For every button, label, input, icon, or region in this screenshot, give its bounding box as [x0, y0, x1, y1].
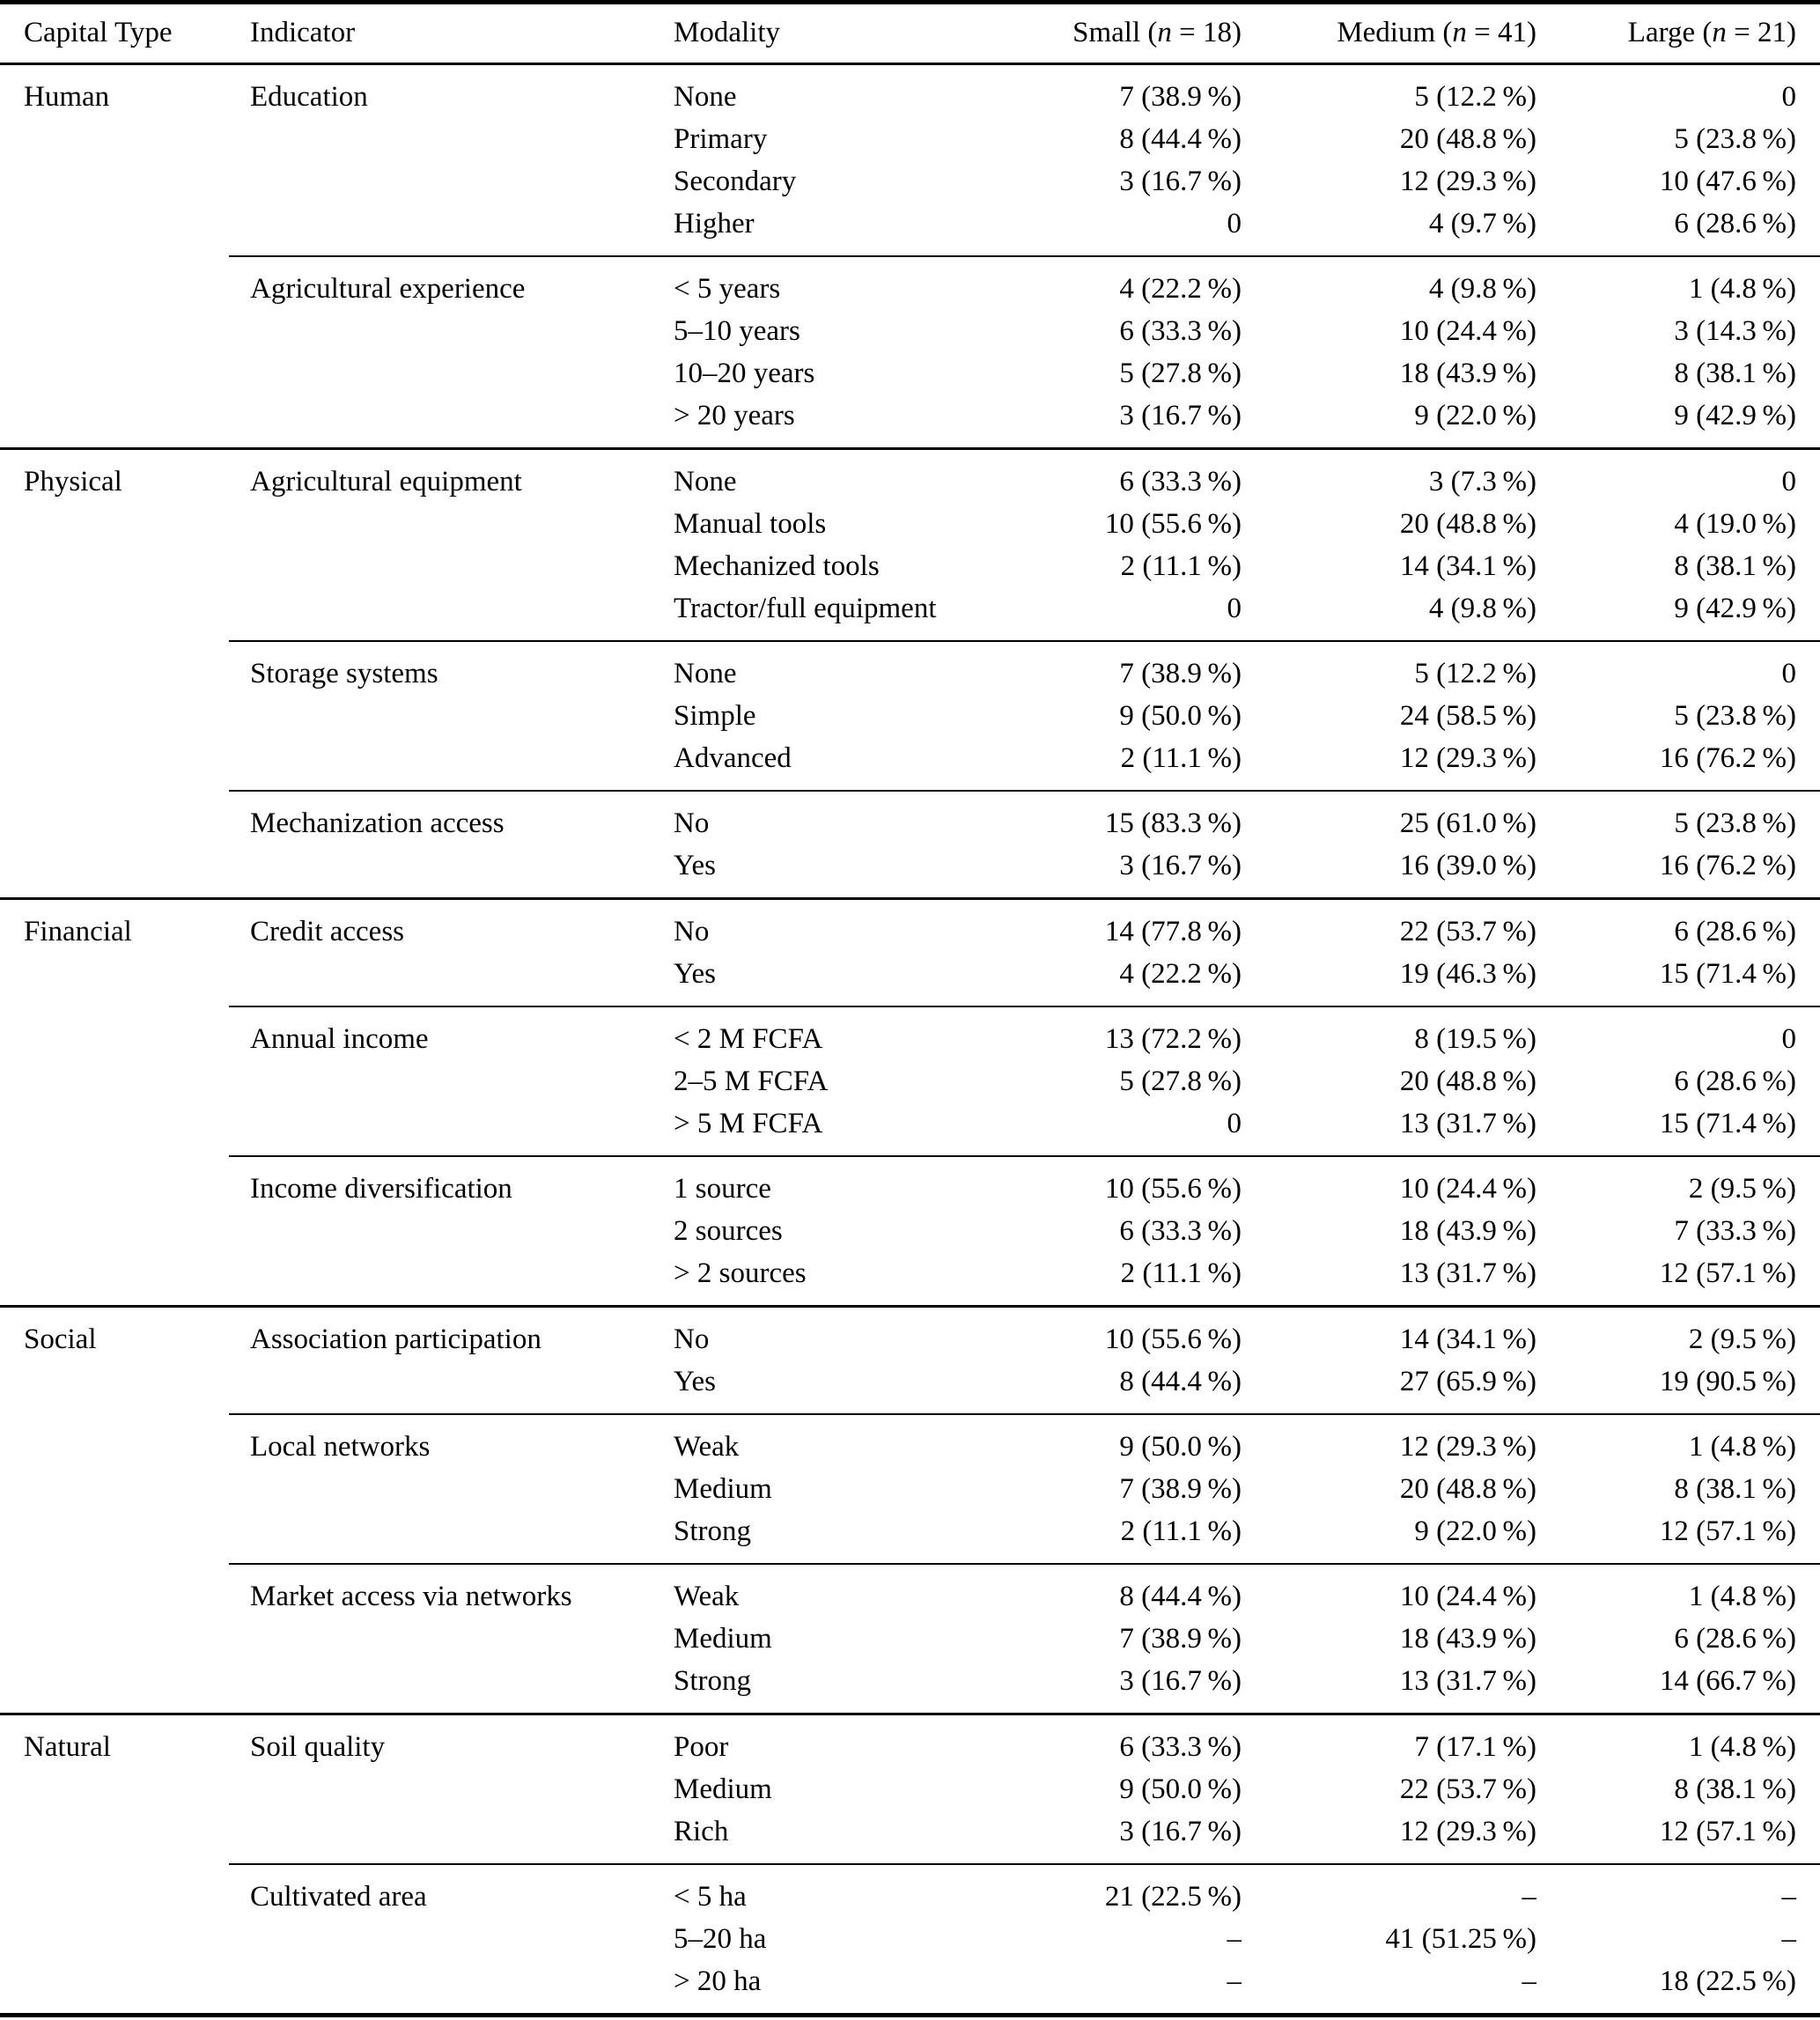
small-value-cell: 8 (44.4 %) [1119, 123, 1242, 155]
indicator-cell [229, 1360, 652, 1414]
capital-type-cell [0, 587, 229, 641]
large-value-cell: 6 (28.6 %) [1674, 1065, 1796, 1097]
indicator-cell [229, 394, 652, 449]
small-value-cell: 3 (16.7 %) [1119, 400, 1242, 431]
table-row [0, 844, 1820, 899]
capital-type-cell [0, 394, 229, 449]
large-value-cell: 12 (57.1 %) [1659, 1257, 1796, 1289]
table-row [0, 737, 1820, 791]
indicator-cell: Agricultural experience [229, 256, 652, 310]
medium-value-cell: 10 (24.4 %) [1242, 1564, 1536, 1618]
table-row [0, 641, 1820, 695]
table-row [0, 1564, 1820, 1618]
table-row [0, 1414, 1820, 1468]
medium-value-cell: 3 (7.3 %) [1242, 449, 1536, 504]
small-value-cell: 5 (27.8 %) [1119, 1065, 1242, 1097]
small-value-cell: 0 [1227, 1108, 1242, 1139]
section-social [0, 1307, 1820, 1714]
medium-value-cell: 8 (19.5 %) [1242, 1006, 1536, 1060]
indicator-cell: Annual income [229, 1006, 652, 1060]
medium-value-cell: 27 (65.9 %) [1399, 1366, 1536, 1397]
medium-value-cell: 4 (9.8 %) [1428, 593, 1536, 624]
medium-value-cell: 24 (58.5 %) [1399, 700, 1536, 732]
table-row [0, 1468, 1820, 1510]
capital-type-cell [0, 1210, 229, 1252]
indicator-cell: Credit access [229, 899, 652, 954]
large-value-cell: 16 (76.2 %) [1659, 742, 1796, 774]
small-value-cell: 8 (44.4 %) [942, 1564, 1242, 1618]
modality-cell: Tractor/full equipment [674, 593, 937, 624]
modality-cell: Weak [652, 1564, 942, 1618]
small-value-cell: 7 (38.9 %) [942, 641, 1242, 695]
small-value-cell: 14 (77.8 %) [942, 899, 1242, 954]
medium-value-cell: 14 (34.1 %) [1399, 550, 1536, 582]
medium-value-cell: 25 (61.0 %) [1242, 791, 1536, 844]
capital-type-cell [0, 1156, 229, 1210]
table-row [0, 587, 1820, 641]
modality-cell: Medium [674, 1473, 772, 1505]
header-modality: Modality [652, 3, 942, 64]
capital-type-cell [0, 695, 229, 737]
indicator-cell [229, 1210, 652, 1252]
modality-cell: 2 sources [674, 1215, 783, 1247]
modality-cell: > 20 years [674, 400, 795, 431]
capital-type-cell [0, 1252, 229, 1307]
large-value-cell: 5 (23.8 %) [1536, 791, 1820, 844]
large-value-cell: 15 (71.4 %) [1659, 958, 1796, 990]
modality-cell: 5–10 years [674, 315, 800, 347]
capital-type-cell [0, 352, 229, 394]
large-value-cell: 2 (9.5 %) [1536, 1156, 1820, 1210]
indicator-cell [229, 737, 652, 791]
table-row [0, 545, 1820, 587]
modality-cell: Medium [674, 1773, 772, 1805]
table-row [0, 352, 1820, 394]
large-value-cell: 1 (4.8 %) [1536, 1414, 1820, 1468]
modality-cell: Yes [674, 958, 717, 990]
large-value-cell: – [1781, 1923, 1796, 1955]
capital-type-cell [0, 503, 229, 545]
capital-type-cell [0, 118, 229, 160]
capital-type-cell [0, 1660, 229, 1714]
indicator-cell [229, 503, 652, 545]
capital-type-cell [0, 791, 229, 844]
indicator-cell: Market access via networks [229, 1564, 652, 1618]
modality-cell: 5–20 ha [674, 1923, 767, 1955]
capital-type-cell [0, 256, 229, 310]
table-row [0, 1156, 1820, 1210]
large-value-cell: 6 (28.6 %) [1536, 899, 1820, 954]
indicator-cell [229, 352, 652, 394]
modality-cell: Manual tools [674, 508, 827, 540]
table-row [0, 1918, 1820, 1960]
small-value-cell: 10 (55.6 %) [942, 1307, 1242, 1361]
header-medium [1242, 3, 1536, 64]
indicator-cell [229, 1960, 652, 2016]
table-row [0, 160, 1820, 203]
table-row [0, 1252, 1820, 1307]
small-value-cell: 7 (38.9 %) [1119, 1473, 1242, 1505]
medium-value-cell: 14 (34.1 %) [1242, 1307, 1536, 1361]
table-row [0, 695, 1820, 737]
medium-value-cell: 9 (22.0 %) [1414, 400, 1536, 431]
small-value-cell: 7 (38.9 %) [942, 64, 1242, 119]
medium-value-cell: 5 (12.2 %) [1242, 64, 1536, 119]
capital-type-cell [0, 1414, 229, 1468]
large-value-cell: – [1536, 1864, 1820, 1918]
indicator-cell [229, 1060, 652, 1102]
capital-type-cell: Social [0, 1307, 229, 1361]
large-value-cell: 8 (38.1 %) [1674, 550, 1796, 582]
large-value-cell: 5 (23.8 %) [1674, 700, 1796, 732]
indicator-cell: Cultivated area [229, 1864, 652, 1918]
table-row [0, 1714, 1820, 1769]
large-value-cell: 8 (38.1 %) [1674, 358, 1796, 389]
modality-cell: Simple [674, 700, 756, 732]
modality-cell: Poor [652, 1714, 942, 1769]
large-value-cell: 16 (76.2 %) [1659, 850, 1796, 881]
section-natural [0, 1714, 1820, 2016]
indicator-cell: Storage systems [229, 641, 652, 695]
modality-cell: > 5 M FCFA [674, 1108, 823, 1139]
capital-type-cell [0, 1360, 229, 1414]
small-value-cell: 2 (11.1 %) [1120, 742, 1242, 774]
small-value-cell: 4 (22.2 %) [1119, 958, 1242, 990]
medium-value-cell: 20 (48.8 %) [1399, 1065, 1536, 1097]
medium-value-cell: – [1522, 1965, 1536, 1997]
capital-type-cell [0, 1102, 229, 1156]
small-value-cell: 3 (16.7 %) [1119, 166, 1242, 197]
indicator-cell [229, 203, 652, 256]
section-human [0, 64, 1820, 449]
modality-cell: < 5 ha [652, 1864, 942, 1918]
indicator-cell [229, 118, 652, 160]
indicator-cell: Local networks [229, 1414, 652, 1468]
indicator-cell [229, 1768, 652, 1810]
indicator-cell [229, 1918, 652, 1960]
modality-cell: Secondary [674, 166, 797, 197]
header-small [942, 3, 1242, 64]
medium-value-cell: 5 (12.2 %) [1242, 641, 1536, 695]
table-row [0, 449, 1820, 504]
large-value-cell: 9 (42.9 %) [1674, 400, 1796, 431]
small-value-cell: 10 (55.6 %) [1104, 508, 1242, 540]
large-value-cell: 8 (38.1 %) [1674, 1473, 1796, 1505]
table-row [0, 394, 1820, 449]
header-row [0, 3, 1820, 64]
section-financial [0, 899, 1820, 1307]
indicator-cell: Soil quality [229, 1714, 652, 1769]
small-value-cell: 6 (33.3 %) [942, 449, 1242, 504]
medium-value-cell: 7 (17.1 %) [1242, 1714, 1536, 1769]
small-value-cell: 0 [1227, 593, 1242, 624]
modality-cell: Mechanized tools [674, 550, 880, 582]
large-value-cell: 1 (4.8 %) [1536, 1714, 1820, 1769]
small-value-cell: 9 (50.0 %) [1119, 1773, 1242, 1805]
small-value-cell: 9 (50.0 %) [1119, 700, 1242, 732]
header-large-prefix: Large ( [1627, 17, 1713, 48]
capital-type-cell [0, 1918, 229, 1960]
table-row [0, 1060, 1820, 1102]
modality-cell: Weak [652, 1414, 942, 1468]
large-value-cell: 4 (19.0 %) [1674, 508, 1796, 540]
large-value-cell: 10 (47.6 %) [1659, 166, 1796, 197]
small-value-cell: 6 (33.3 %) [942, 1714, 1242, 1769]
table-row [0, 1360, 1820, 1414]
medium-value-cell: 10 (24.4 %) [1399, 315, 1536, 347]
large-value-cell: 1 (4.8 %) [1536, 1564, 1820, 1618]
small-value-cell: 3 (16.7 %) [1119, 1816, 1242, 1847]
capital-type-cell [0, 1468, 229, 1510]
large-value-cell: 0 [1536, 449, 1820, 504]
capital-type-cell [0, 1864, 229, 1918]
modality-cell: > 2 sources [674, 1257, 807, 1289]
table-row [0, 1006, 1820, 1060]
indicator-cell [229, 953, 652, 1006]
capital-type-cell [0, 160, 229, 203]
header-large [1536, 3, 1820, 64]
modality-cell: Higher [674, 208, 755, 240]
capital-type-cell [0, 1006, 229, 1060]
medium-value-cell: 12 (29.3 %) [1242, 1414, 1536, 1468]
capital-type-cell [0, 545, 229, 587]
modality-cell: Strong [674, 1665, 752, 1697]
table-row [0, 203, 1820, 256]
table-row [0, 953, 1820, 1006]
medium-value-cell: 22 (53.7 %) [1399, 1773, 1536, 1805]
modality-cell: < 2 M FCFA [652, 1006, 942, 1060]
small-value-cell: – [1227, 1965, 1242, 1997]
small-value-cell: 2 (11.1 %) [1120, 550, 1242, 582]
medium-value-cell: 12 (29.3 %) [1399, 166, 1536, 197]
indicator-cell [229, 160, 652, 203]
table-row [0, 1510, 1820, 1564]
modality-cell: Strong [674, 1515, 752, 1547]
indicator-cell [229, 1660, 652, 1714]
modality-cell: Yes [674, 1366, 717, 1397]
large-value-cell: 0 [1536, 641, 1820, 695]
header-capital-type: Capital Type [0, 3, 229, 64]
medium-value-cell: – [1242, 1864, 1536, 1918]
indicator-cell [229, 1252, 652, 1307]
header-large-n: n [1712, 17, 1727, 48]
table-row [0, 1768, 1820, 1810]
table-row [0, 310, 1820, 352]
capital-type-cell [0, 1564, 229, 1618]
capital-type-cell [0, 1510, 229, 1564]
indicator-cell [229, 1102, 652, 1156]
small-value-cell: 8 (44.4 %) [1119, 1366, 1242, 1397]
large-value-cell: 18 (22.5 %) [1659, 1965, 1796, 1997]
table-row [0, 1960, 1820, 2016]
table-row [0, 503, 1820, 545]
small-value-cell: 6 (33.3 %) [1119, 315, 1242, 347]
large-value-cell: 0 [1536, 1006, 1820, 1060]
medium-value-cell: 12 (29.3 %) [1399, 742, 1536, 774]
small-value-cell: 3 (16.7 %) [1119, 1665, 1242, 1697]
table-row [0, 791, 1820, 844]
table-row [0, 899, 1820, 954]
capital-type-cell: Financial [0, 899, 229, 954]
indicator-cell: Education [229, 64, 652, 119]
table-row [0, 1864, 1820, 1918]
large-value-cell: 14 (66.7 %) [1659, 1665, 1796, 1697]
capital-type-cell [0, 641, 229, 695]
indicator-cell [229, 1810, 652, 1864]
medium-value-cell: 13 (31.7 %) [1399, 1108, 1536, 1139]
modality-cell: Primary [674, 123, 768, 155]
indicator-cell [229, 310, 652, 352]
medium-value-cell: 20 (48.8 %) [1399, 1473, 1536, 1505]
capital-type-cell [0, 203, 229, 256]
capital-type-cell: Physical [0, 449, 229, 504]
medium-value-cell: 18 (43.9 %) [1399, 1623, 1536, 1655]
modality-cell: Medium [674, 1623, 772, 1655]
table-row [0, 118, 1820, 160]
small-value-cell: 15 (83.3 %) [942, 791, 1242, 844]
modality-cell: > 20 ha [674, 1965, 762, 1997]
medium-value-cell: 20 (48.8 %) [1399, 123, 1536, 155]
capital-type-cell [0, 1060, 229, 1102]
medium-value-cell: 13 (31.7 %) [1399, 1665, 1536, 1697]
indicator-cell [229, 587, 652, 641]
medium-value-cell: 22 (53.7 %) [1242, 899, 1536, 954]
section-physical [0, 449, 1820, 899]
table-row [0, 256, 1820, 310]
small-value-cell: 6 (33.3 %) [1119, 1215, 1242, 1247]
indicator-cell: Agricultural equipment [229, 449, 652, 504]
small-value-cell: 2 (11.1 %) [1120, 1515, 1242, 1547]
header-medium-suffix: = 41) [1466, 17, 1536, 48]
large-value-cell: 2 (9.5 %) [1536, 1307, 1820, 1361]
large-value-cell: 12 (57.1 %) [1659, 1816, 1796, 1847]
medium-value-cell: 16 (39.0 %) [1399, 850, 1536, 881]
medium-value-cell: 9 (22.0 %) [1414, 1515, 1536, 1547]
modality-cell: Yes [674, 850, 717, 881]
header-indicator: Indicator [229, 3, 652, 64]
modality-cell: No [652, 1307, 942, 1361]
header-small-prefix: Small ( [1072, 17, 1158, 48]
header-medium-n: n [1452, 17, 1467, 48]
header-medium-prefix: Medium ( [1337, 17, 1453, 48]
large-value-cell: 9 (42.9 %) [1674, 593, 1796, 624]
capital-type-cell [0, 1810, 229, 1864]
table-row [0, 1660, 1820, 1714]
capital-type-cell [0, 310, 229, 352]
indicator-cell [229, 1510, 652, 1564]
medium-value-cell: 13 (31.7 %) [1399, 1257, 1536, 1289]
medium-value-cell: 18 (43.9 %) [1399, 1215, 1536, 1247]
small-value-cell: 9 (50.0 %) [942, 1414, 1242, 1468]
indicator-cell: Mechanization access [229, 791, 652, 844]
small-value-cell: 4 (22.2 %) [942, 256, 1242, 310]
indicator-cell [229, 1468, 652, 1510]
modality-cell: None [652, 641, 942, 695]
indicator-cell [229, 1618, 652, 1660]
large-value-cell: 8 (38.1 %) [1674, 1773, 1796, 1805]
modality-cell: No [652, 899, 942, 954]
small-value-cell: 10 (55.6 %) [942, 1156, 1242, 1210]
indicator-cell: Income diversification [229, 1156, 652, 1210]
large-value-cell: 15 (71.4 %) [1659, 1108, 1796, 1139]
medium-value-cell: 41 (51.25 %) [1385, 1923, 1536, 1955]
modality-cell: < 5 years [652, 256, 942, 310]
modality-cell: 1 source [652, 1156, 942, 1210]
modality-cell: 2–5 M FCFA [674, 1065, 829, 1097]
medium-value-cell: 12 (29.3 %) [1399, 1816, 1536, 1847]
header-small-suffix: = 18) [1171, 17, 1242, 48]
table-row [0, 64, 1820, 119]
capital-type-cell: Human [0, 64, 229, 119]
header-large-suffix: = 21) [1726, 17, 1796, 48]
indicator-cell: Association participation [229, 1307, 652, 1361]
large-value-cell: 0 [1536, 64, 1820, 119]
modality-cell: No [652, 791, 942, 844]
large-value-cell: 7 (33.3 %) [1674, 1215, 1796, 1247]
medium-value-cell: 18 (43.9 %) [1399, 358, 1536, 389]
large-value-cell: 19 (90.5 %) [1659, 1366, 1796, 1397]
large-value-cell: 1 (4.8 %) [1536, 256, 1820, 310]
table-row [0, 1618, 1820, 1660]
large-value-cell: 6 (28.6 %) [1674, 1623, 1796, 1655]
table-row [0, 1307, 1820, 1361]
small-value-cell: 3 (16.7 %) [1119, 850, 1242, 881]
capital-type-cell [0, 844, 229, 899]
table-row [0, 1810, 1820, 1864]
small-value-cell: 5 (27.8 %) [1119, 358, 1242, 389]
small-value-cell: 2 (11.1 %) [1120, 1257, 1242, 1289]
capital-type-cell: Natural [0, 1714, 229, 1769]
small-value-cell: 7 (38.9 %) [1119, 1623, 1242, 1655]
capital-type-cell [0, 1960, 229, 2016]
large-value-cell: 5 (23.8 %) [1674, 123, 1796, 155]
modality-cell: None [652, 64, 942, 119]
small-value-cell: – [1227, 1923, 1242, 1955]
small-value-cell: 13 (72.2 %) [942, 1006, 1242, 1060]
large-value-cell: 6 (28.6 %) [1674, 208, 1796, 240]
medium-value-cell: 4 (9.7 %) [1428, 208, 1536, 240]
large-value-cell: 12 (57.1 %) [1659, 1515, 1796, 1547]
modality-cell: Rich [674, 1816, 729, 1847]
indicator-cell [229, 695, 652, 737]
modality-cell: None [652, 449, 942, 504]
capital-type-cell [0, 737, 229, 791]
capital-type-cell [0, 1618, 229, 1660]
table-row [0, 1102, 1820, 1156]
modality-cell: 10–20 years [674, 358, 815, 389]
medium-value-cell: 20 (48.8 %) [1399, 508, 1536, 540]
table-row [0, 1210, 1820, 1252]
large-value-cell: 3 (14.3 %) [1674, 315, 1796, 347]
modality-cell: Advanced [674, 742, 792, 774]
medium-value-cell: 19 (46.3 %) [1399, 958, 1536, 990]
capital-type-cell [0, 1768, 229, 1810]
table-header [0, 3, 1820, 64]
medium-value-cell: 10 (24.4 %) [1242, 1156, 1536, 1210]
capital-type-cell [0, 953, 229, 1006]
indicator-cell [229, 545, 652, 587]
medium-value-cell: 4 (9.8 %) [1242, 256, 1536, 310]
small-value-cell: 0 [1227, 208, 1242, 240]
small-value-cell: 21 (22.5 %) [942, 1864, 1242, 1918]
indicator-cell [229, 844, 652, 899]
header-small-n: n [1157, 17, 1172, 48]
